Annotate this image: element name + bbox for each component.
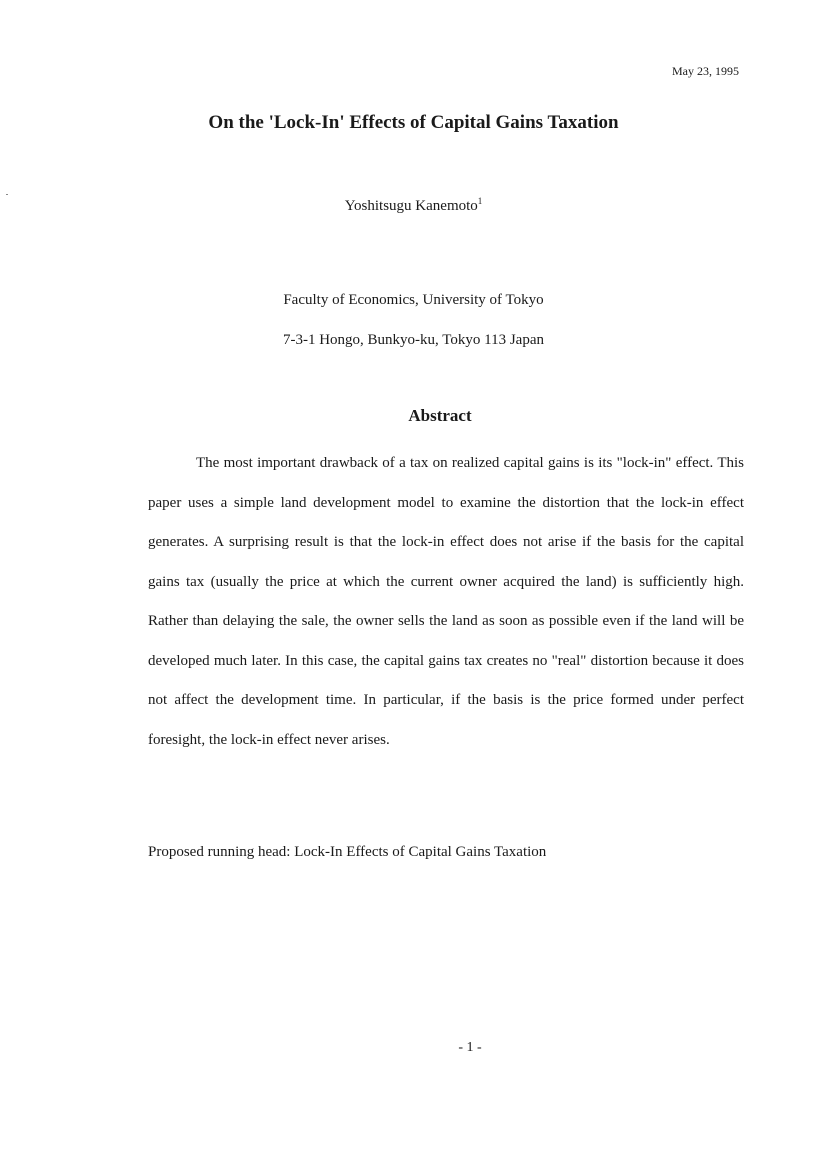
affiliation-address: 7-3-1 Hongo, Bunkyo-ku, Tokyo 113 Japan — [282, 332, 544, 348]
author-name: Yoshitsugu Kanemoto — [344, 198, 478, 214]
affiliation-institution: Faculty of Economics, University of Tokyo — [283, 292, 544, 308]
author-line — [0, 198, 827, 215]
running-head: Proposed running head: Lock-In Effects of Capital Gains Taxation — [148, 844, 547, 860]
abstract-heading: Abstract — [408, 406, 472, 425]
page-number: - 1 - — [458, 1040, 482, 1055]
author-footnote-mark: 1 — [477, 196, 483, 206]
abstract-text: The most important drawback of a tax on realized capital gains is its "lock-in" effect. This paper uses a simple land development model to examine the distortion that the lock-in effect generates. A surprising result is that the lock-in effect does not arise if the basis for the capital gains tax (usually the price at which the current owner acquired the land) is sufficiently high. Rather than delaying the sale, the owner sells the land as soon as possible even if the land will be developed much later. In this case, the capital gains tax creates no "real" distortion because it does not affect the development time. In particular, if the basis is the price formed under perfect foresight, the lock-in effect never arises. — [148, 455, 744, 748]
paper-title: On the 'Lock-In' Effects of Capital Gains Taxation — [208, 112, 619, 133]
document-date: May 23, 1995 — [672, 64, 739, 78]
margin-mark — [6, 194, 8, 195]
